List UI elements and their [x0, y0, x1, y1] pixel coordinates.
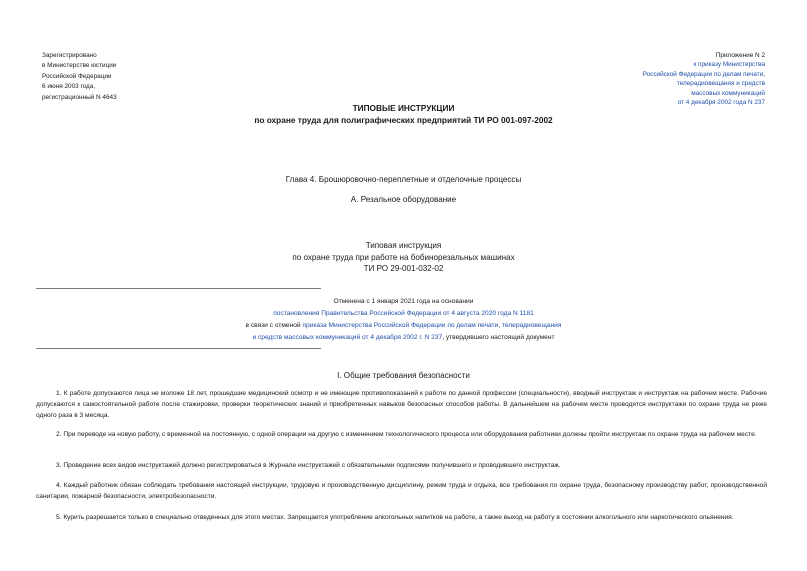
registration-line: в Министерстве юстиции: [42, 62, 117, 70]
chapter-heading: Глава 4. Брошюровочно-переплетные и отделочные процессы: [285, 175, 522, 184]
instruction-subject: по охране труда при работе на бобинорезальных машинах: [292, 253, 515, 262]
instruction-code: ТИ РО 29-001-032-02: [363, 264, 444, 273]
paragraph: 1. К работе допускаются лица не моложе 18 лет, прошедшие медицинский осмотр и не имеющие противопоказаний к работе по данной профессии (специальности), вводный инструктаж и инструктаж на рабочем месте. Рабочие допускаются к самостоятельной работе после стажировки, проверки теоретических знаний и приобретенных навыков безопасных способов работы. В дальнейшем на рабочем месте проводятся инструктажи по охране труда не реже одного раза в 3 месяца.: [36, 390, 767, 419]
general-requirements-heading: I. Общие требования безопасности: [337, 371, 470, 380]
registration-line: регистрационный N 4643: [42, 93, 117, 101]
registration-line: Зарегистрировано: [42, 52, 97, 59]
cancellation-line: [0, 322, 807, 329]
paragraph: 2. При переводе на новую работу, с временной на постоянную, с одной операции на другую с изменением технологического процесса или оборудования работники должны пройти инструктаж по охране труда на рабочем месте.: [56, 431, 757, 438]
appendix-order-link[interactable]: к приказу Министерства: [693, 61, 765, 69]
ministry-order-link[interactable]: и средств массовых коммуникаций от 4 декабря 2002 г. N 237: [252, 334, 443, 341]
document-subtitle: по охране труда для полиграфических предприятий ТИ РО 001-097-2002: [254, 115, 553, 125]
appendix-title: Приложение N 2: [715, 52, 765, 59]
paragraph: 3. Проведение всех видов инструктажей должно регистрироваться в Журнале инструктажей с обязательными подписями получившего и проводившего инструктаж.: [56, 462, 561, 469]
cancellation-line: [0, 334, 807, 341]
divider-top: [36, 288, 321, 289]
cancellation-line: Отменена с 1 января 2021 года на основании: [333, 298, 474, 305]
cancellation-line: [0, 310, 807, 317]
appendix-order-link[interactable]: Российской Федерации по делам печати,: [642, 70, 765, 78]
divider-bottom: [36, 348, 321, 349]
registration-line: 6 июня 2003 года,: [42, 83, 96, 91]
cancellation-text: в связи с отменой: [245, 322, 303, 329]
appendix-order-link[interactable]: массовых коммуникаций: [691, 89, 765, 97]
appendix-order-link[interactable]: от 4 декабря 2002 года N 237: [677, 99, 765, 107]
registration-block: [42, 51, 242, 103]
paragraph: 4. Каждый работник обязан соблюдать требования настоящей инструкции, трудовую и производственную дисциплину, режим труда и отдыха, все требования по охране труда, безопасному производству работ, производственной санитарии, пожарной безопасности, электробезопасности.: [36, 482, 767, 500]
appendix-block: [505, 51, 765, 107]
instruction-title: Типовая инструкция: [365, 241, 442, 250]
section-heading: А. Резальное оборудование: [350, 195, 457, 204]
registration-line: Российской Федерации: [42, 72, 112, 80]
ministry-order-link[interactable]: приказа Министерства Российской Федерации по делам печати, телерадиовещания: [302, 322, 562, 329]
document-title: ТИПОВЫЕ ИНСТРУКЦИИ: [352, 103, 455, 113]
cancellation-text: , утвердившего настоящий документ: [442, 334, 555, 341]
government-decree-link[interactable]: постановления Правительства Российской Федерации от 4 августа 2020 года N 1181: [273, 310, 534, 317]
paragraph: 5. Курить разрешается только в специально отведенных для этого местах. Запрещается употребление алкогольных напитков на работе, а также выход на работу в состоянии алкогольного или наркотического опьянения.: [56, 514, 734, 521]
appendix-order-link[interactable]: телерадиовещания и средств: [676, 80, 765, 88]
